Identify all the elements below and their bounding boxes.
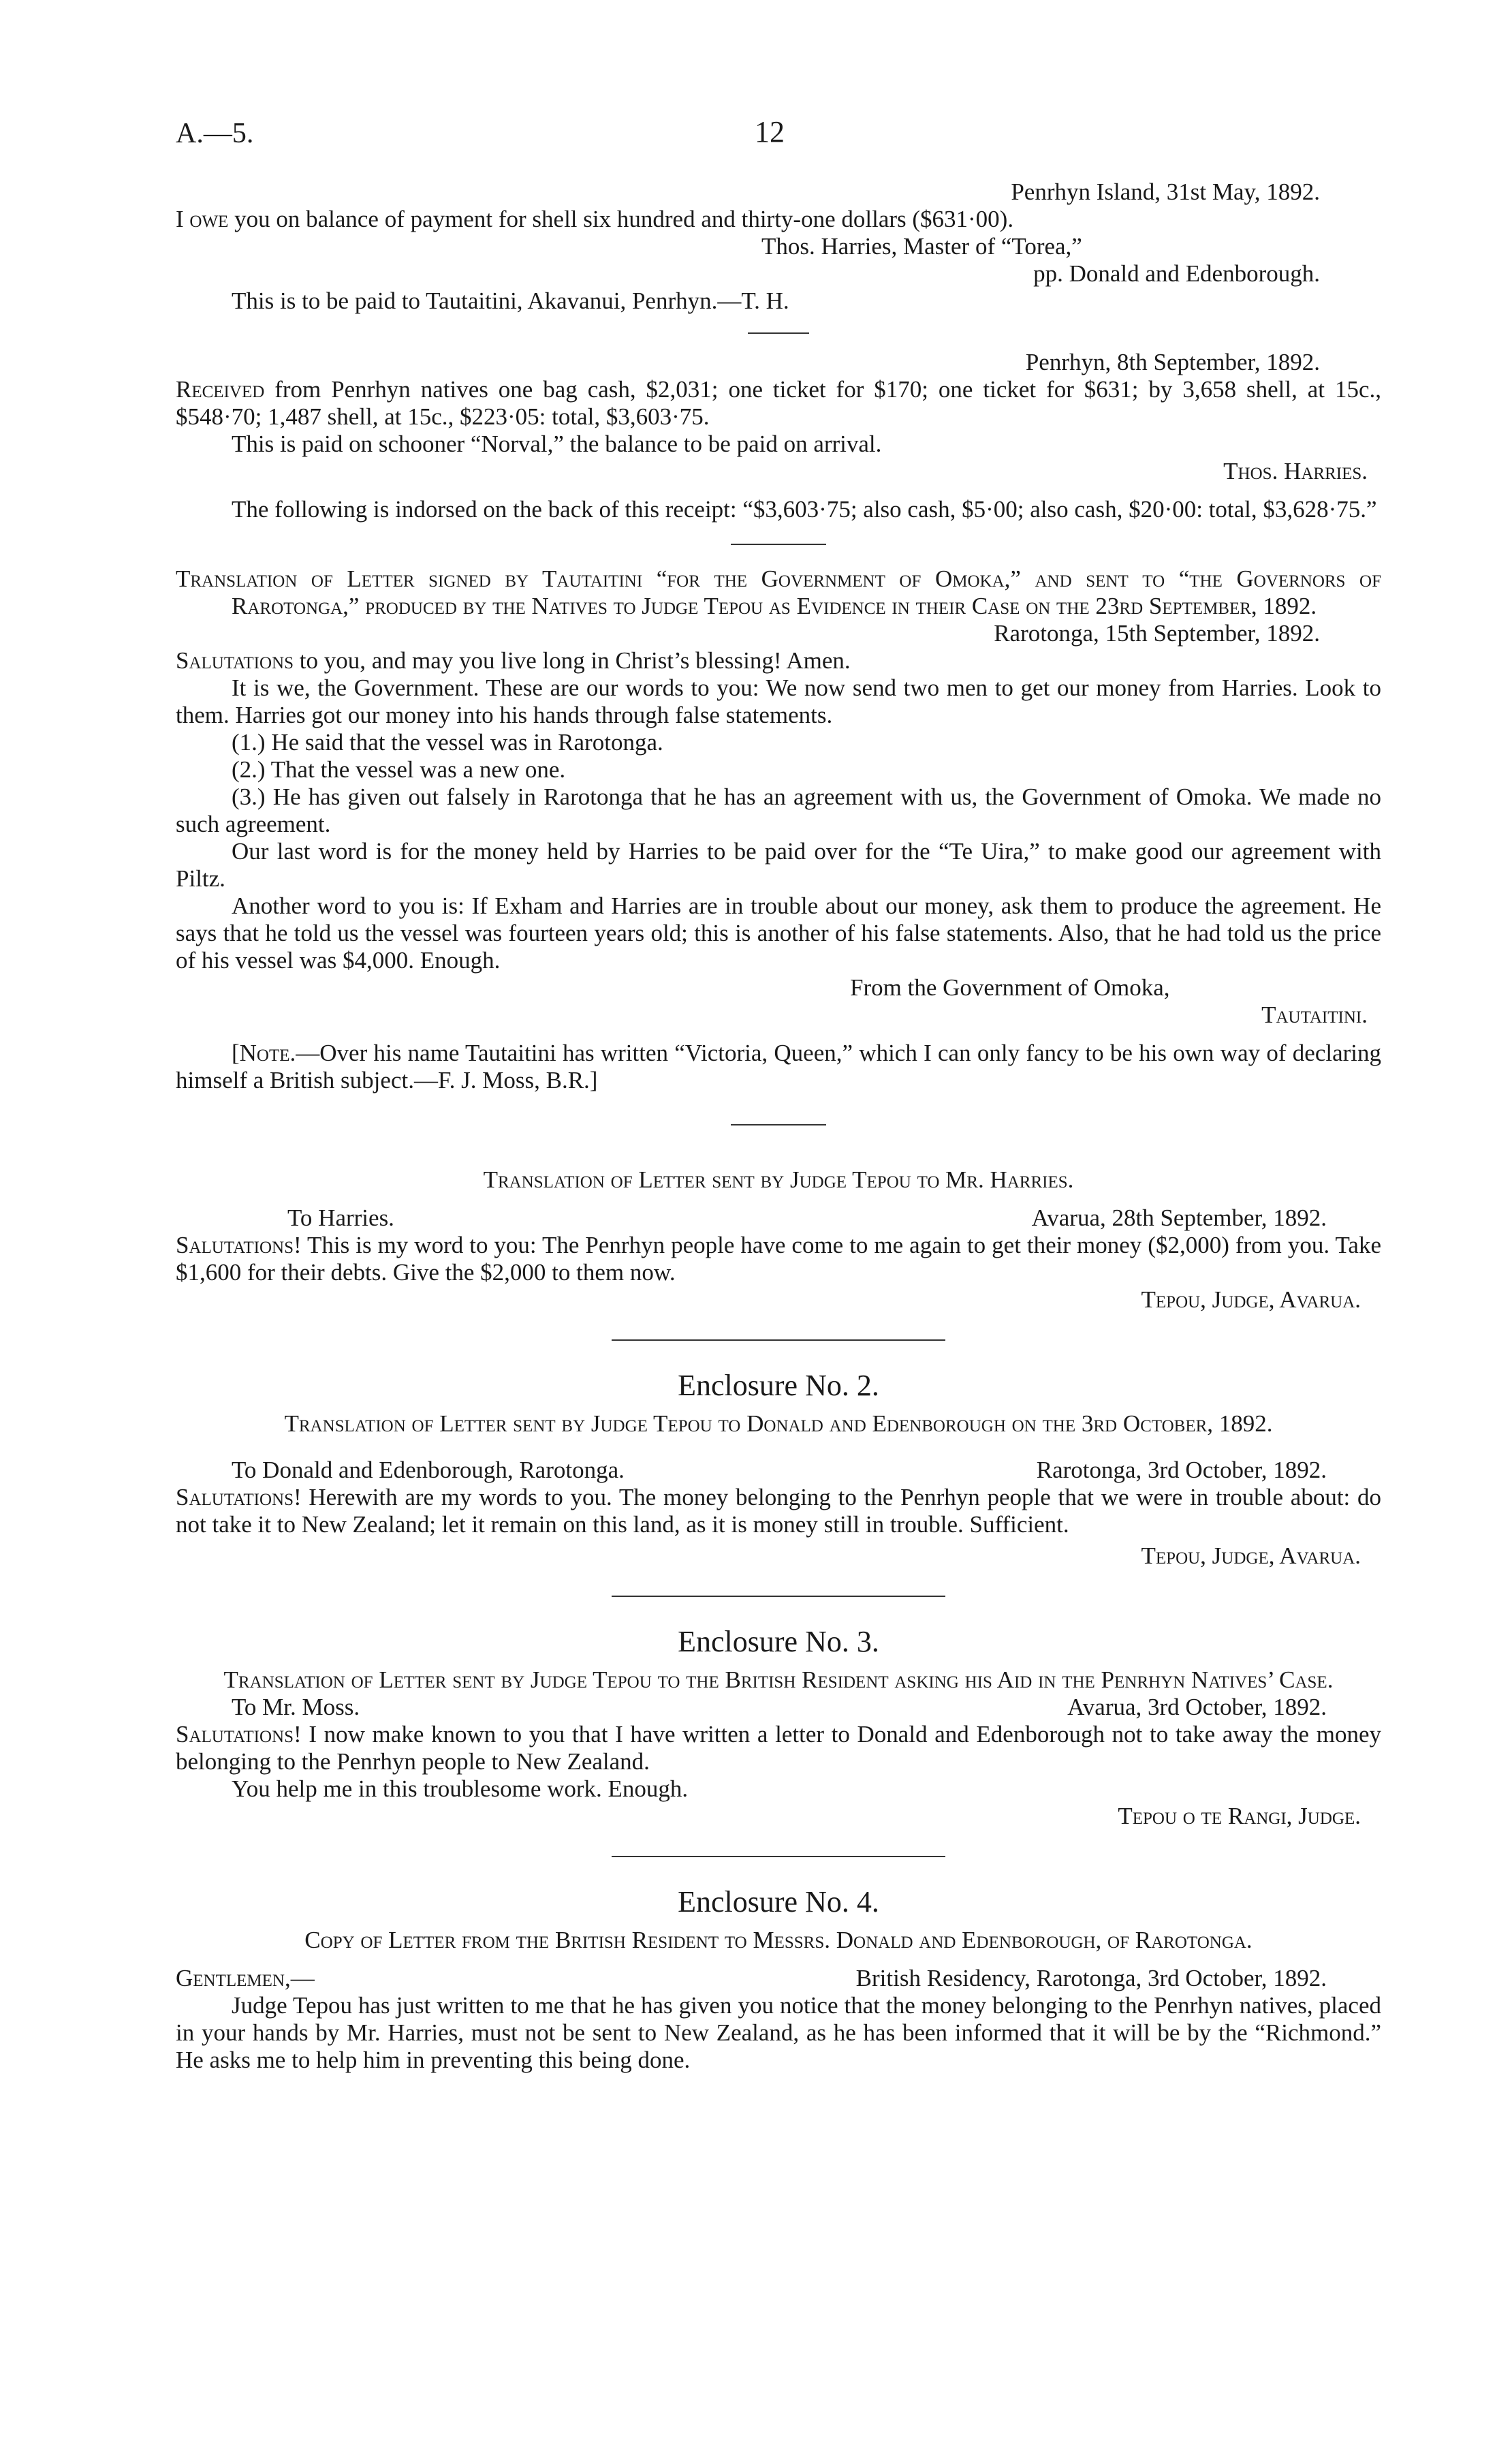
receipt-8-september — [176, 349, 1381, 523]
section-heading: Translation of Letter sent by Judge Tepou to Donald and Edenborough on the 3rd October, 1892. — [284, 1410, 1273, 1437]
section-heading: Translation of Letter sent by Judge Tepou to Mr. Harries. — [483, 1166, 1074, 1193]
receipt-body: from Penrhyn natives one bag cash, $2,031; one ticket for $170; one ticket for $631; by 3,658 shell, at 15c., $548·70; 1,487 shell, at 15c., $223·05: total, $3,603·75. — [176, 376, 1381, 430]
list-item: (2.) That the vessel was a new one. — [232, 756, 566, 783]
signature-pp: pp. Donald and Edenborough. — [1033, 260, 1320, 287]
enclosure-title: Enclosure No. 4. — [678, 1885, 879, 1919]
salutation-text: to you, and may you live long in Christ’s blessing! Amen. — [294, 647, 851, 674]
divider — [612, 1596, 945, 1597]
signature: Thos. Harries. — [1223, 458, 1368, 484]
section-heading: Translation of Letter sent by Judge Tepou to the British Resident asking his Aid in the Penrhyn Natives’ Case. — [223, 1666, 1334, 1693]
signature: Tepou, Judge, Avarua. — [1141, 1286, 1361, 1313]
note-lead: [Note. — [232, 1040, 296, 1066]
enclosure-2 — [176, 1368, 1381, 1570]
salutation-text: ! I now make known to you that I have written a letter to Donald and Edenborough not to take away the money belonging to the Penrhyn people to New Zealand. — [176, 1721, 1381, 1775]
place-date: Penrhyn Island, 31st May, 1892. — [1011, 178, 1320, 205]
salutation-text: ! Herewith are my words to you. The money belonging to the Penrhyn people that we were in trouble about: do not take it to New Zealand; let it remain on this land, as it is money still in trouble. Sufficient. — [176, 1484, 1381, 1538]
letter-recipient: To Mr. Moss. — [232, 1694, 360, 1720]
signature: Thos. Harries, Master of “Torea,” — [761, 233, 1082, 260]
salutation-lead: Salutations — [176, 647, 294, 674]
signature: Tepou o te Rangi, Judge. — [1118, 1803, 1361, 1829]
letter-recipient: To Harries. — [287, 1205, 394, 1231]
salutation-lead: Salutations — [176, 1484, 294, 1510]
list-item: (1.) He said that the vessel was in Rarotonga. — [232, 729, 663, 756]
divider — [731, 544, 826, 545]
receipt-line: This is paid on schooner “Norval,” the balance to be paid on arrival. — [232, 431, 882, 457]
letter-paragraph: Judge Tepou has just written to me that he has given you notice that the money belonging to the Penrhyn natives, placed in your hands by Mr. Harries, must not be sent to New Zealand, as he has been informed that it will be by the “Richmond.” He asks me to help him in preventing this being done. — [176, 1992, 1381, 2073]
place-date: British Residency, Rarotonga, 3rd October, 1892. — [855, 1965, 1327, 1991]
enclosure-4 — [176, 1884, 1381, 2074]
enclosure-title: Enclosure No. 2. — [678, 1369, 879, 1402]
place-date: Penrhyn, 8th September, 1892. — [1025, 349, 1320, 375]
place-date: Rarotonga, 15th September, 1892. — [994, 620, 1320, 647]
letter-from: From the Government of Omoka, — [850, 974, 1170, 1001]
letter-greeting: Gentlemen,— — [176, 1965, 315, 1991]
salutation-lead: Salutations — [176, 1721, 294, 1748]
section-heading: Translation of Letter signed by Tautaitini “for the Government of Omoka,” and sent to “the Governors of Rarotonga,” produced by the Natives to Judge Tepou as Evidence in their Case on the 23rd September, 1892. — [176, 565, 1381, 619]
section-heading: Copy of Letter from the British Resident to Messrs. Donald and Edenborough, of Rarotonga. — [304, 1927, 1253, 1953]
enclosure-3 — [176, 1624, 1381, 1830]
receipt-31-may — [176, 178, 1381, 315]
signature: Tautaitini. — [1261, 1001, 1368, 1028]
salutation-lead: Salutations — [176, 1232, 294, 1258]
receipt-body: you on balance of payment for shell six hundred and thirty-one dollars ($631·00). — [228, 206, 1014, 232]
letter-line: You help me in this troublesome work. Enough. — [232, 1775, 689, 1802]
divider — [748, 332, 809, 334]
indorsement: The following is indorsed on the back of this receipt: “$3,603·75; also cash, $5·00; also cash, $20·00: total, $3,628·75.” — [232, 496, 1377, 523]
divider — [612, 1856, 945, 1857]
place-date: Rarotonga, 3rd October, 1892. — [1036, 1457, 1327, 1483]
note-text: —Over his name Tautaitini has written “Victoria, Queen,” which I can only fancy to be his own way of declaring himself a British subject.—F. J. Moss, B.R.] — [176, 1040, 1381, 1093]
letter-recipient: To Donald and Edenborough, Rarotonga. — [232, 1457, 625, 1483]
page-number: 12 — [755, 115, 785, 149]
letter-paragraph: Another word to you is: If Exham and Harries are in trouble about our money, ask them to produce the agreement. He says that he told us the vessel was fourteen years old; this is another of his false statements. Also, that he had told us the price of his vessel was $4,000. Enough. — [176, 892, 1381, 974]
letter-paragraph: It is we, the Government. These are our words to you: We now send two men to get our money from Harries. Look to them. Harries got our money into his hands through false statements. — [176, 674, 1381, 728]
page-content — [176, 178, 1381, 2074]
salutation-text: ! This is my word to you: The Penrhyn people have come to me again to get their money ($2,000) from you. Take $1,600 for their debts. Give the $2,000 to them now. — [176, 1232, 1381, 1286]
place-date: Avarua, 3rd October, 1892. — [1067, 1694, 1327, 1720]
divider — [731, 1124, 826, 1125]
divider — [612, 1339, 945, 1341]
receipt-note: This is to be paid to Tautaitini, Akavanui, Penrhyn.—T. H. — [232, 288, 789, 314]
editor-note — [176, 1040, 1381, 1094]
letter-paragraph: Our last word is for the money held by Harries to be paid over for the “Te Uira,” to make good our agreement with Piltz. — [176, 838, 1381, 892]
enclosure-title: Enclosure No. 3. — [678, 1625, 879, 1658]
document-reference: A.—5. — [176, 118, 254, 149]
letter-to-harries — [176, 1166, 1381, 1314]
signature: Tepou, Judge, Avarua. — [1141, 1542, 1361, 1569]
lead-word: I owe — [176, 206, 229, 232]
letter-tautaitini — [176, 565, 1381, 1094]
place-date: Avarua, 28th September, 1892. — [1031, 1205, 1327, 1231]
lead-word: Received — [176, 376, 265, 403]
list-item: (3.) He has given out falsely in Rarotonga that he has an agreement with us, the Government of Omoka. We made no such agreement. — [176, 783, 1381, 837]
